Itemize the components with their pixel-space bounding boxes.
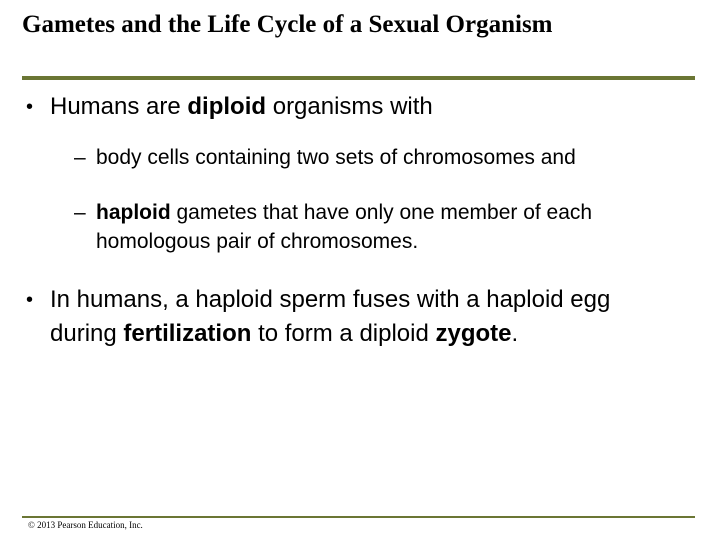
bullet-text: Humans are diploid organisms with	[50, 93, 433, 120]
bullet-diploid	[26, 90, 696, 124]
term-zygote: zygote	[435, 320, 512, 347]
term-haploid: haploid	[96, 201, 171, 224]
bullet-marker: •	[26, 289, 34, 311]
subbullet-haploid-gametes	[74, 198, 694, 256]
footer-divider	[22, 516, 695, 518]
copyright-footer: © 2013 Pearson Education, Inc.	[28, 520, 143, 530]
bullet-text: In humans, a haploid sperm fuses with a haploid egg during fertilization to form a diploid zygote.	[50, 286, 611, 347]
dash-marker: –	[74, 146, 86, 169]
bullet-marker: •	[26, 96, 34, 118]
term-fertilization: fertilization	[123, 320, 252, 347]
term-diploid: diploid	[187, 93, 267, 120]
title-divider	[22, 76, 695, 80]
subbullet-text: haploid gametes that have only one member of each homologous pair of chromosomes.	[96, 201, 593, 253]
subbullet-text: body cells containing two sets of chromosomes and	[96, 146, 576, 169]
slide-title: Gametes and the Life Cycle of a Sexual Organism	[22, 11, 553, 38]
bullet-fertilization	[26, 283, 666, 351]
subbullet-body-cells	[74, 143, 694, 172]
dash-marker: –	[74, 201, 86, 224]
